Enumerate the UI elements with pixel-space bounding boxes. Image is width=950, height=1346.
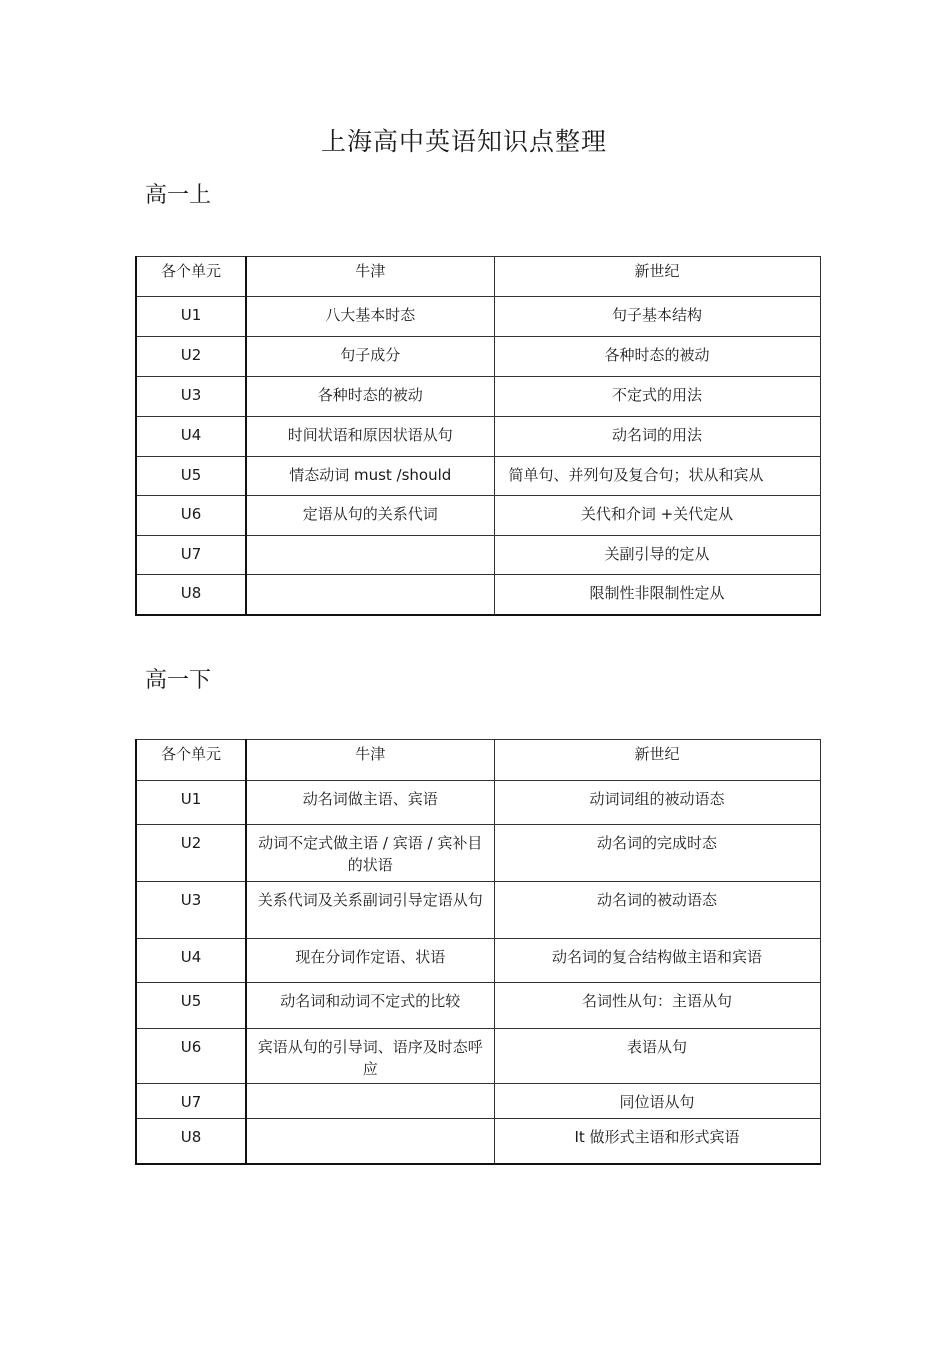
table-row <box>136 1119 820 1164</box>
new-century-cell: 动名词的完成时态 <box>494 825 820 882</box>
table-row <box>136 417 820 457</box>
oxford-cell: 八大基本时态 <box>246 297 494 337</box>
unit-cell: U3 <box>136 377 246 417</box>
new-century-cell: 句子基本结构 <box>494 297 820 337</box>
unit-cell: U5 <box>136 983 246 1029</box>
oxford-cell <box>246 1119 494 1164</box>
unit-cell: U1 <box>136 297 246 337</box>
oxford-cell: 关系代词及关系副词引导定语从句 <box>246 882 494 939</box>
new-century-cell: 关副引导的定从 <box>494 536 820 575</box>
new-century-cell: 各种时态的被动 <box>494 337 820 377</box>
unit-cell: U6 <box>136 496 246 536</box>
table-row <box>136 939 820 983</box>
oxford-cell: 现在分词作定语、状语 <box>246 939 494 983</box>
column-header-new-century: 新世纪 <box>494 257 820 297</box>
new-century-cell: 动名词的复合结构做主语和宾语 <box>494 939 820 983</box>
unit-cell: U7 <box>136 536 246 575</box>
unit-cell: U8 <box>136 575 246 615</box>
unit-cell: U2 <box>136 825 246 882</box>
new-century-cell: 动名词的用法 <box>494 417 820 457</box>
unit-cell: U4 <box>136 417 246 457</box>
oxford-cell: 动名词和动词不定式的比较 <box>246 983 494 1029</box>
table-header-row <box>136 257 820 297</box>
column-header-new-century: 新世纪 <box>494 740 820 781</box>
grade1-second-term-table <box>135 739 821 1165</box>
table-row <box>136 297 820 337</box>
unit-cell: U1 <box>136 781 246 825</box>
new-century-cell: 同位语从句 <box>494 1084 820 1119</box>
new-century-cell: 动名词的被动语态 <box>494 882 820 939</box>
table-row <box>136 781 820 825</box>
new-century-cell: 表语从句 <box>494 1029 820 1084</box>
table-row <box>136 377 820 417</box>
table-row <box>136 882 820 939</box>
unit-cell: U3 <box>136 882 246 939</box>
section-heading-grade1-second-term: 高一下 <box>145 668 212 693</box>
oxford-cell: 宾语从句的引导词、语序及时态呼应 <box>246 1029 494 1084</box>
column-header-oxford: 牛津 <box>246 257 494 297</box>
oxford-cell: 动名词做主语、宾语 <box>246 781 494 825</box>
oxford-cell <box>246 575 494 615</box>
document-title: 上海高中英语知识点整理 <box>320 127 607 156</box>
table-row <box>136 1029 820 1084</box>
oxford-cell: 动词不定式做主语 / 宾语 / 宾补目的状语 <box>246 825 494 882</box>
new-century-cell: 关代和介词 +关代定从 <box>494 496 820 536</box>
oxford-cell: 时间状语和原因状语从句 <box>246 417 494 457</box>
new-century-cell: 简单句、并列句及复合句；状从和宾从 <box>494 457 820 496</box>
oxford-cell: 定语从句的关系代词 <box>246 496 494 536</box>
new-century-cell: 限制性非限制性定从 <box>494 575 820 615</box>
table-row <box>136 983 820 1029</box>
new-century-cell: 动词词组的被动语态 <box>494 781 820 825</box>
unit-cell: U4 <box>136 939 246 983</box>
unit-cell: U8 <box>136 1119 246 1164</box>
unit-cell: U6 <box>136 1029 246 1084</box>
column-header-oxford: 牛津 <box>246 740 494 781</box>
table-row <box>136 536 820 575</box>
grade1-first-term-table <box>135 256 821 616</box>
new-century-cell: It 做形式主语和形式宾语 <box>494 1119 820 1164</box>
oxford-cell: 情态动词 must /should <box>246 457 494 496</box>
table-row <box>136 825 820 882</box>
oxford-cell <box>246 1084 494 1119</box>
table-header-row <box>136 740 820 781</box>
unit-cell: U2 <box>136 337 246 377</box>
column-header-unit: 各个单元 <box>136 740 246 781</box>
table-row <box>136 337 820 377</box>
oxford-cell: 各种时态的被动 <box>246 377 494 417</box>
column-header-unit: 各个单元 <box>136 257 246 297</box>
new-century-cell: 名词性从句：主语从句 <box>494 983 820 1029</box>
oxford-cell <box>246 536 494 575</box>
unit-cell: U5 <box>136 457 246 496</box>
table-row <box>136 1084 820 1119</box>
unit-cell: U7 <box>136 1084 246 1119</box>
table-row <box>136 575 820 615</box>
new-century-cell: 不定式的用法 <box>494 377 820 417</box>
oxford-cell: 句子成分 <box>246 337 494 377</box>
table-row <box>136 496 820 536</box>
table-row <box>136 457 820 496</box>
section-heading-grade1-first-term: 高一上 <box>145 183 212 208</box>
